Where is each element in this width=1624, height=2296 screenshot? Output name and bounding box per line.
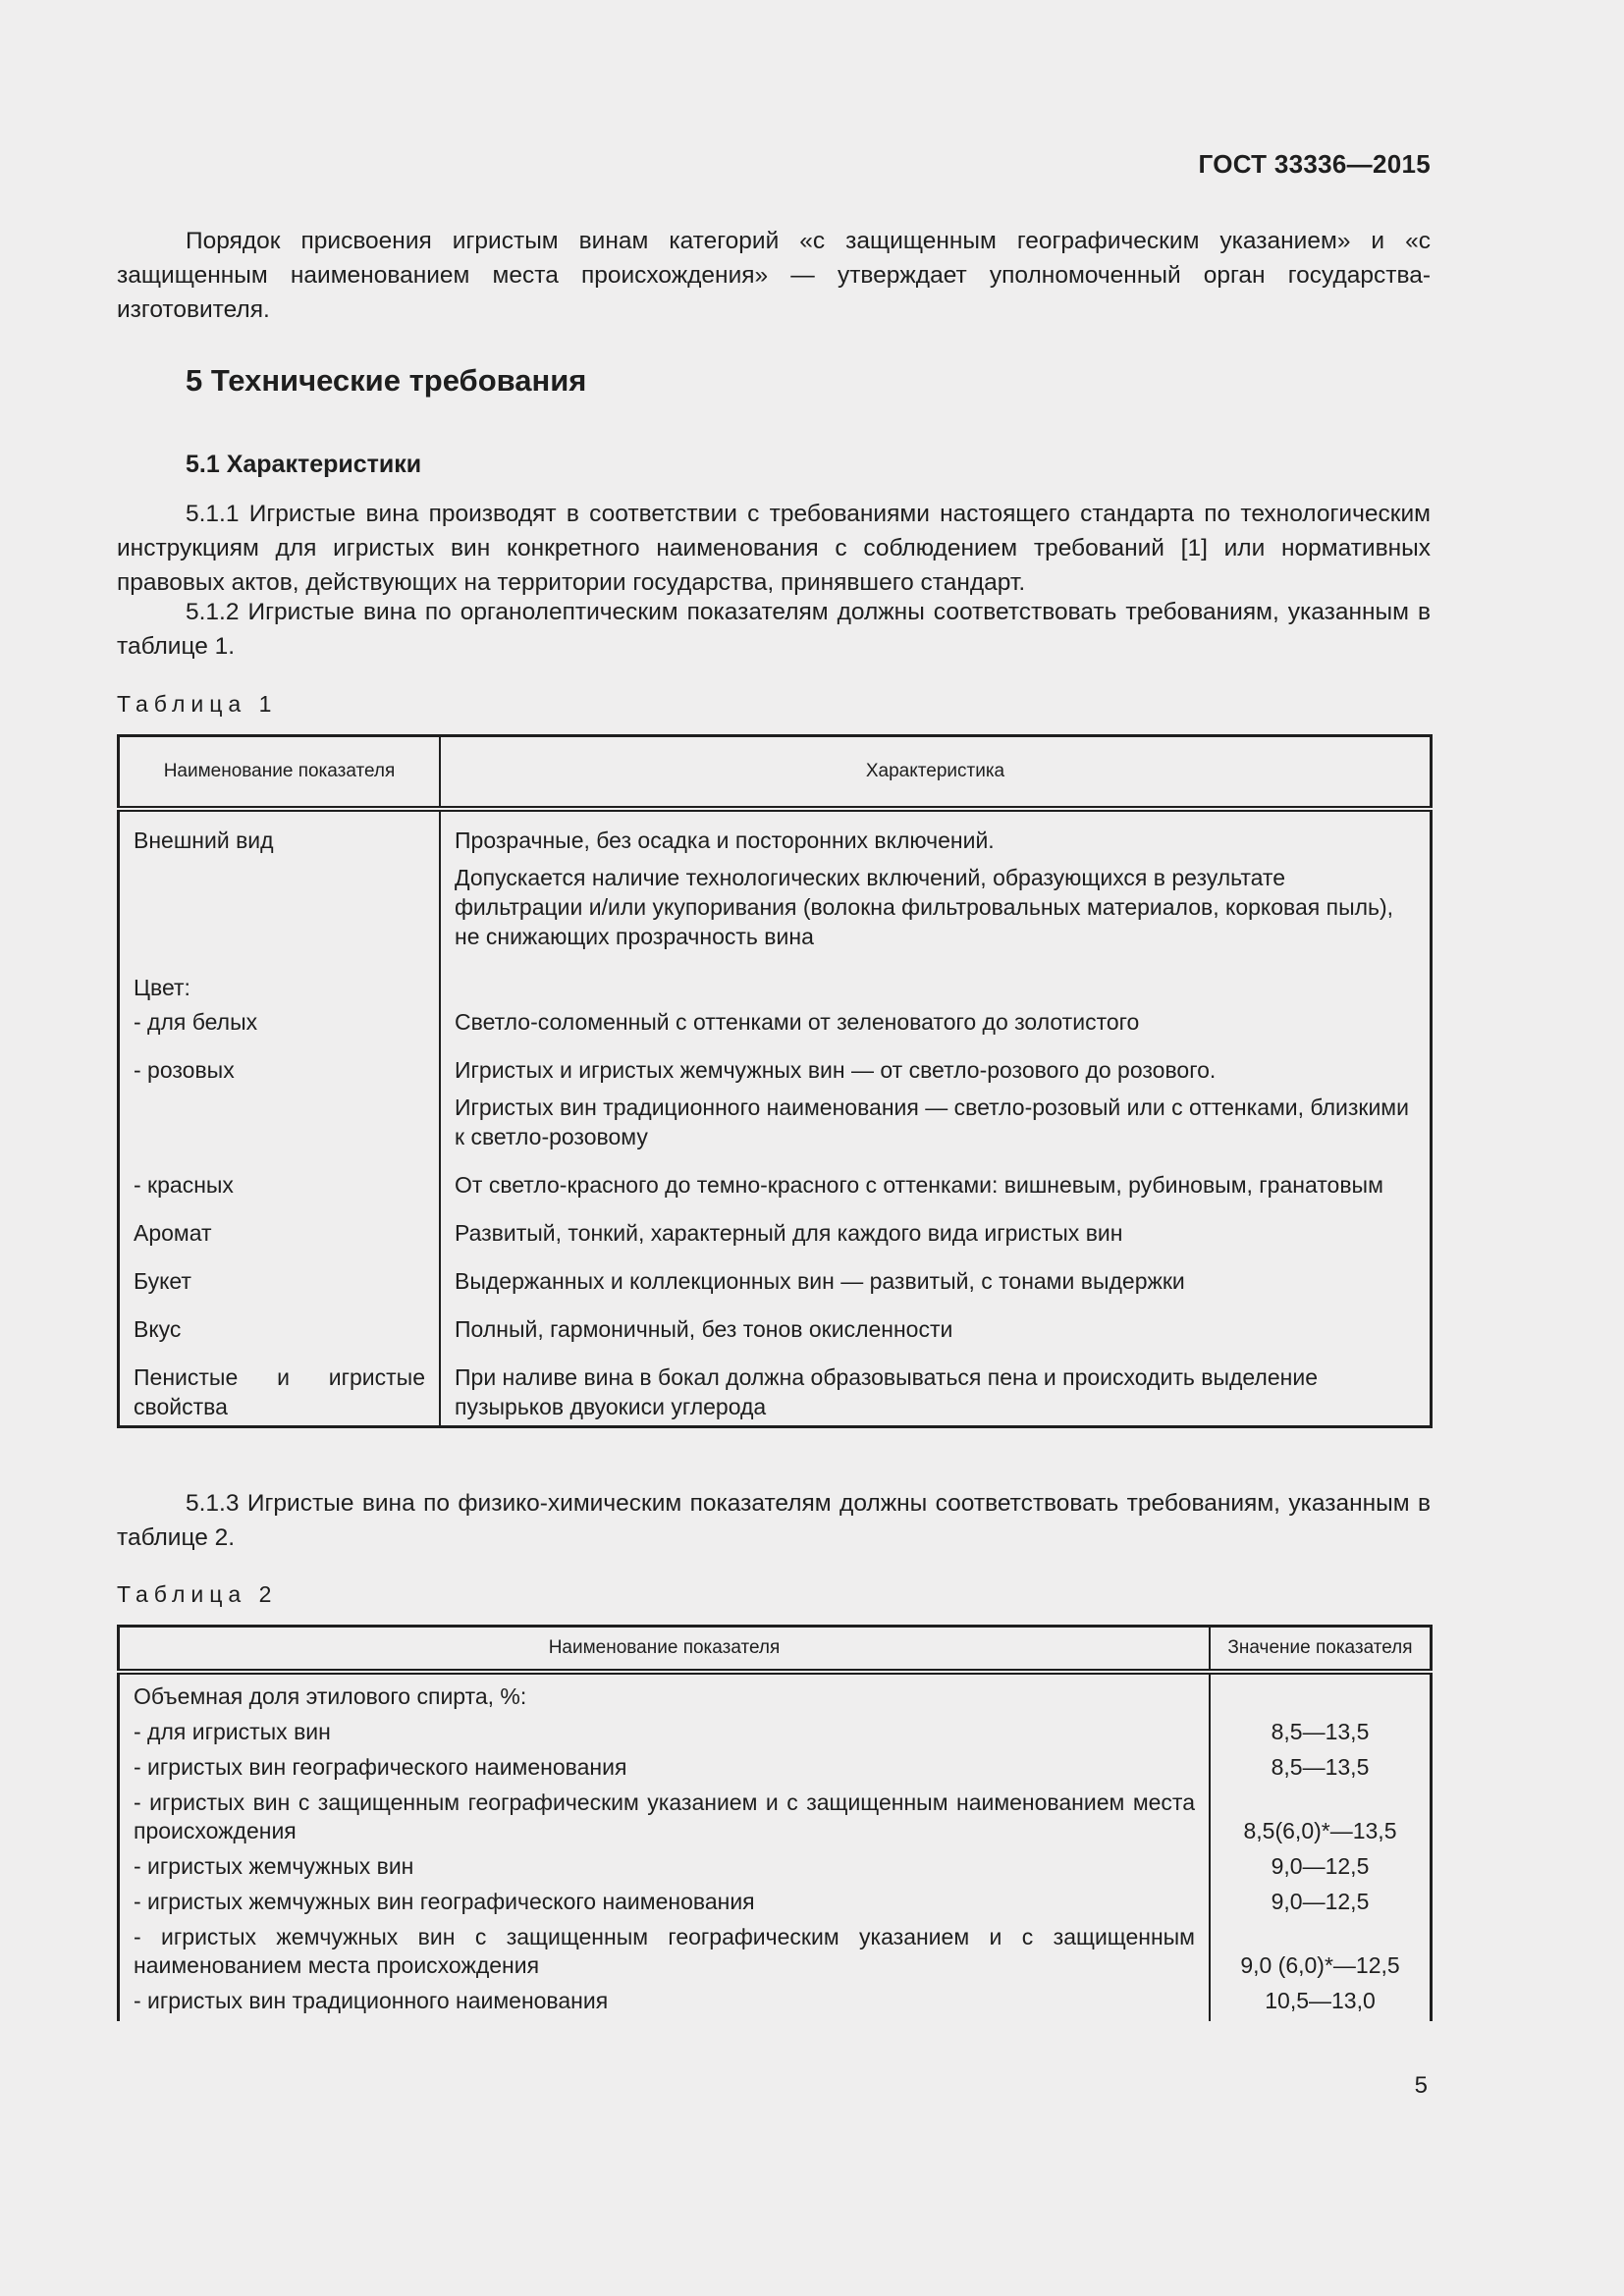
table-row	[119, 951, 1432, 1002]
table-row	[119, 1248, 1432, 1296]
table1-col-name: Наименование показателя	[119, 736, 441, 810]
row-value: 8,5—13,5	[1271, 1754, 1370, 1780]
row-name: - игристых жемчужных вин с защищенным географическим указанием и с защищенным наименованием места происхождения	[119, 1916, 1211, 1980]
row-desc	[440, 951, 1432, 1002]
row-desc: Прозрачные, без осадка и посторонних включений. Допускается наличие технологических включений, образующихся в результате фильтрации и/или укупоривания (волокна фильтровальных материалов, корковая пыль), не снижающих прозрачность вина	[455, 828, 1394, 949]
table-row	[119, 1980, 1432, 2021]
table1	[117, 734, 1433, 1428]
row-name: - игристых вин традиционного наименования	[119, 1980, 1211, 2021]
row-name: - красных	[119, 1151, 441, 1200]
row-value: 9,0 (6,0)*—12,5	[1240, 1952, 1400, 1978]
row-value: 9,0—12,5	[1271, 1853, 1370, 1879]
table2-col-value: Значение показателя	[1210, 1627, 1432, 1673]
page-number: 5	[1414, 2072, 1428, 2099]
row-name: Букет	[119, 1248, 441, 1296]
table-row	[119, 1916, 1432, 1980]
row-name: Вкус	[119, 1296, 441, 1344]
table-row	[119, 1672, 1432, 1711]
row-name: Аромат	[119, 1200, 441, 1248]
table-row	[119, 1711, 1432, 1746]
row-desc: Игристых и игристых жемчужных вин — от светло-розового до розового. Игристых вин традиционного наименования — светло-розовый или с оттенками, близкими к светло-розовому	[455, 1057, 1409, 1149]
row-value: 10,5—13,0	[1265, 1988, 1376, 2013]
row-desc: Выдержанных и коллекционных вин — развитый, с тонами выдержки	[455, 1268, 1185, 1294]
paragraph-5-1-1: 5.1.1 Игристые вина производят в соответствии с требованиями настоящего стандарта по технологическим инструкциям для игристых вин конкретного наименования с соблюдением требований [1] или нормативных правовых актов, действующих на территории государства, принявшего стандарт.	[117, 501, 1431, 596]
paragraph-5-1-2: 5.1.2 Игристые вина по органолептическим показателям должны соответствовать требованиям, указанным в таблице 1.	[117, 599, 1431, 660]
row-name: - игристых жемчужных вин	[119, 1845, 1211, 1881]
table-row	[119, 1200, 1432, 1248]
table1-col-desc: Характеристика	[440, 736, 1432, 810]
table-row	[119, 809, 1432, 951]
row-desc: Светло-соломенный с оттенками от зеленоватого до золотистого	[455, 1009, 1140, 1035]
section-title: 5 Технические требования	[186, 363, 587, 398]
row-name: - игристых жемчужных вин географического наименования	[119, 1881, 1211, 1916]
table-row	[119, 1881, 1432, 1916]
table-row	[119, 1782, 1432, 1845]
row-name: Цвет:	[119, 951, 441, 1002]
row-value: 8,5(6,0)*—13,5	[1243, 1818, 1397, 1843]
row-name: Пенистые и игристые свойства	[119, 1344, 441, 1427]
row-name: - для игристых вин	[119, 1711, 1211, 1746]
row-value: 8,5—13,5	[1271, 1719, 1370, 1744]
row-name: - розовых	[119, 1037, 441, 1151]
row-name: - игристых вин с защищенным географическим указанием и с защищенным наименованием места происхождения	[119, 1782, 1211, 1845]
row-name: Внешний вид	[119, 809, 441, 951]
table-row	[119, 1746, 1432, 1782]
intro-paragraph: Порядок присвоения игристым винам категорий «с защищенным географическим указанием» и «с защищенным наименованием места происхождения» — утверждает уполномоченный орган государства-изготовителя.	[117, 228, 1431, 323]
row-name: - игристых вин географического наименования	[119, 1746, 1211, 1782]
row-name: - для белых	[119, 1002, 441, 1037]
row-value	[1210, 1672, 1432, 1711]
table2-header	[119, 1627, 1432, 1673]
row-name: Объемная доля этилового спирта, %:	[119, 1672, 1211, 1711]
subsection-title: 5.1 Характеристики	[186, 451, 422, 478]
paragraph-5-1-3: 5.1.3 Игристые вина по физико-химическим показателям должны соответствовать требованиям, указанным в таблице 2.	[117, 1490, 1431, 1551]
table-row	[119, 1344, 1432, 1427]
row-desc: От светло-красного до темно-красного с оттенками: вишневым, рубиновым, гранатовым	[455, 1172, 1383, 1198]
table2-col-name: Наименование показателя	[119, 1627, 1211, 1673]
gost-code: ГОСТ 33336—2015	[1198, 149, 1431, 179]
table-row	[119, 1002, 1432, 1037]
table2	[117, 1625, 1433, 2021]
row-desc: При наливе вина в бокал должна образовываться пена и происходить выделение пузырьков двуокиси углерода	[455, 1364, 1318, 1419]
table1-header	[119, 736, 1432, 810]
row-value: 9,0—12,5	[1271, 1889, 1370, 1914]
table-row	[119, 1296, 1432, 1344]
table2-caption: Таблица 2	[117, 1581, 278, 1607]
row-desc: Развитый, тонкий, характерный для каждого вида игристых вин	[455, 1220, 1123, 1246]
table-row	[119, 1845, 1432, 1881]
table1-caption: Таблица 1	[117, 691, 278, 717]
row-desc: Полный, гармоничный, без тонов окисленности	[455, 1316, 953, 1342]
table-row	[119, 1037, 1432, 1151]
table-row	[119, 1151, 1432, 1200]
